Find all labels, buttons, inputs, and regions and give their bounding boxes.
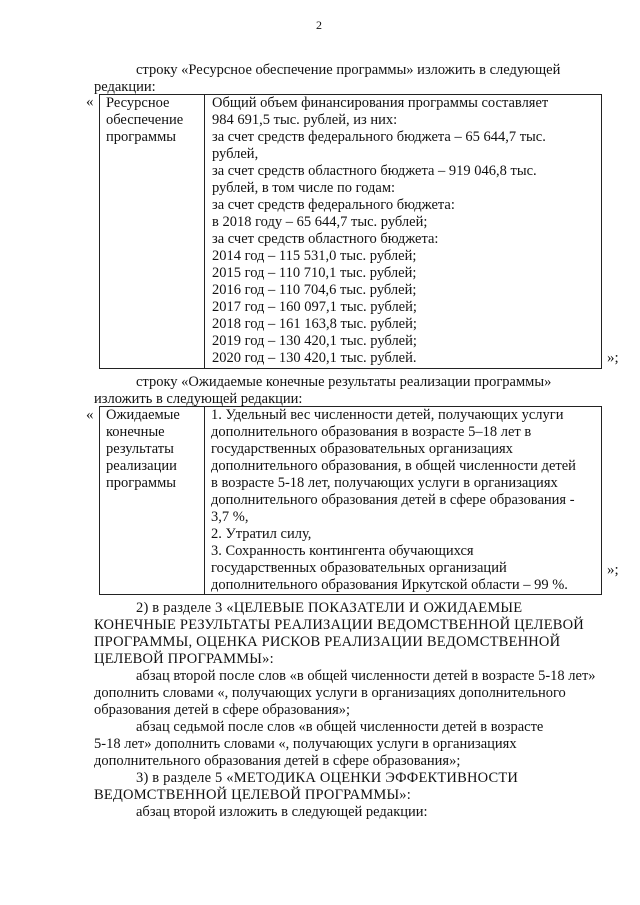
- table1-value-line: 2017 год – 160 097,1 тыс. рублей;: [212, 299, 417, 315]
- table1-label-line: обеспечение: [106, 112, 184, 128]
- body-line: ПРОГРАММЫ, ОЦЕНКА РИСКОВ РЕАЛИЗАЦИИ ВЕДОМСТВЕННОЙ: [94, 634, 561, 650]
- table2-value-line: 2. Утратил силу,: [211, 526, 312, 542]
- table1-label-cell: [99, 94, 205, 369]
- table2-open-quote: «: [86, 407, 94, 423]
- table1-value-line: 2019 год – 130 420,1 тыс. рублей;: [212, 333, 417, 349]
- body-line: 5-18 лет» дополнить словами «, получающих услуги в организациях: [94, 736, 517, 752]
- body-line: ЦЕЛЕВОЙ ПРОГРАММЫ»:: [94, 651, 274, 667]
- table2-value-line: дополнительного образования, в общей численности детей: [211, 458, 576, 474]
- table1-value-line: 2020 год – 130 420,1 тыс. рублей.: [212, 350, 417, 366]
- body-line: абзац второй после слов «в общей численности детей в возрасте 5-18 лет»: [136, 668, 596, 684]
- table2-value-line: 3,7 %,: [211, 509, 249, 525]
- table1-value-line: 2018 год – 161 163,8 тыс. рублей;: [212, 316, 417, 332]
- table1-value-line: 2014 год – 115 531,0 тыс. рублей;: [212, 248, 417, 264]
- table2-value-line: государственных образовательных организациях: [211, 441, 513, 457]
- table1-value-line: 2015 год – 110 710,1 тыс. рублей;: [212, 265, 417, 281]
- table2-value-line: 3. Сохранность контингента обучающихся: [211, 543, 474, 559]
- table2-close-quote: »;: [607, 562, 619, 578]
- body-line: абзац второй изложить в следующей редакции:: [136, 804, 428, 820]
- body-line: КОНЕЧНЫЕ РЕЗУЛЬТАТЫ РЕАЛИЗАЦИИ ВЕДОМСТВЕННОЙ ЦЕЛЕВОЙ: [94, 617, 584, 633]
- table2-label-line: конечные: [106, 424, 165, 440]
- table2-value-line: в возрасте 5-18 лет, получающих услуги в организациях: [211, 475, 558, 491]
- body-line: дополнить словами «, получающих услуги в организациях дополнительного: [94, 685, 566, 701]
- intro2-line1: строку «Ожидаемые конечные результаты реализации программы»: [136, 374, 552, 390]
- table1-value-line: за счет средств областного бюджета – 919 046,8 тыс.: [212, 163, 537, 179]
- body-line: дополнительного образования детей в сфере образования»;: [94, 753, 461, 769]
- body-line: абзац седьмой после слов «в общей численности детей в возрасте: [136, 719, 544, 735]
- body-line: 3) в разделе 5 «МЕТОДИКА ОЦЕНКИ ЭФФЕКТИВНОСТИ: [136, 770, 519, 786]
- intro1-line2: редакции:: [94, 79, 156, 95]
- intro2-line2: изложить в следующей редакции:: [94, 391, 303, 407]
- table1-value-line: 984 691,5 тыс. рублей, из них:: [212, 112, 398, 128]
- body-line: образования детей в сфере образования»;: [94, 702, 351, 718]
- table2-label-line: Ожидаемые: [106, 407, 180, 423]
- table1-value-line: рублей, в том числе по годам:: [212, 180, 396, 196]
- table1-label-line: Ресурсное: [106, 95, 170, 111]
- table1-label-line: программы: [106, 129, 176, 145]
- table2-value-cell: [204, 406, 602, 595]
- table2-value-line: дополнительного образования в возрасте 5–18 лет в: [211, 424, 532, 440]
- table2-value-line: дополнительного образования Иркутской области – 99 %.: [211, 577, 568, 593]
- table2-value-line: 1. Удельный вес численности детей, получающих услуги: [211, 407, 564, 423]
- table1-value-line: рублей,: [212, 146, 259, 162]
- intro1-line1: строку «Ресурсное обеспечение программы» изложить в следующей: [136, 62, 561, 78]
- table1-close-quote: »;: [607, 350, 619, 366]
- table1-value-line: за счет средств федерального бюджета – 65 644,7 тыс.: [212, 129, 546, 145]
- table1-open-quote: «: [86, 94, 94, 110]
- table2-label-cell: [99, 406, 205, 595]
- table1-value-cell: [204, 94, 602, 369]
- table2-label-line: реализации: [106, 458, 177, 474]
- table2-value-line: дополнительного образования детей в сфере образования -: [211, 492, 575, 508]
- table1-value-line: за счет средств областного бюджета:: [212, 231, 439, 247]
- table1-value-line: 2016 год – 110 704,6 тыс. рублей;: [212, 282, 417, 298]
- table1-value-line: Общий объем финансирования программы составляет: [212, 95, 549, 111]
- table1-value-line: в 2018 году – 65 644,7 тыс. рублей;: [212, 214, 428, 230]
- table2-label-line: результаты: [106, 441, 174, 457]
- page-number: 2: [316, 18, 322, 32]
- table1-value-line: за счет средств федерального бюджета:: [212, 197, 455, 213]
- table2-label-line: программы: [106, 475, 176, 491]
- body-line: ВЕДОМСТВЕННОЙ ЦЕЛЕВОЙ ПРОГРАММЫ»:: [94, 787, 411, 803]
- table2-value-line: государственных образовательных организаций: [211, 560, 507, 576]
- body-line: 2) в разделе 3 «ЦЕЛЕВЫЕ ПОКАЗАТЕЛИ И ОЖИДАЕМЫЕ: [136, 600, 523, 616]
